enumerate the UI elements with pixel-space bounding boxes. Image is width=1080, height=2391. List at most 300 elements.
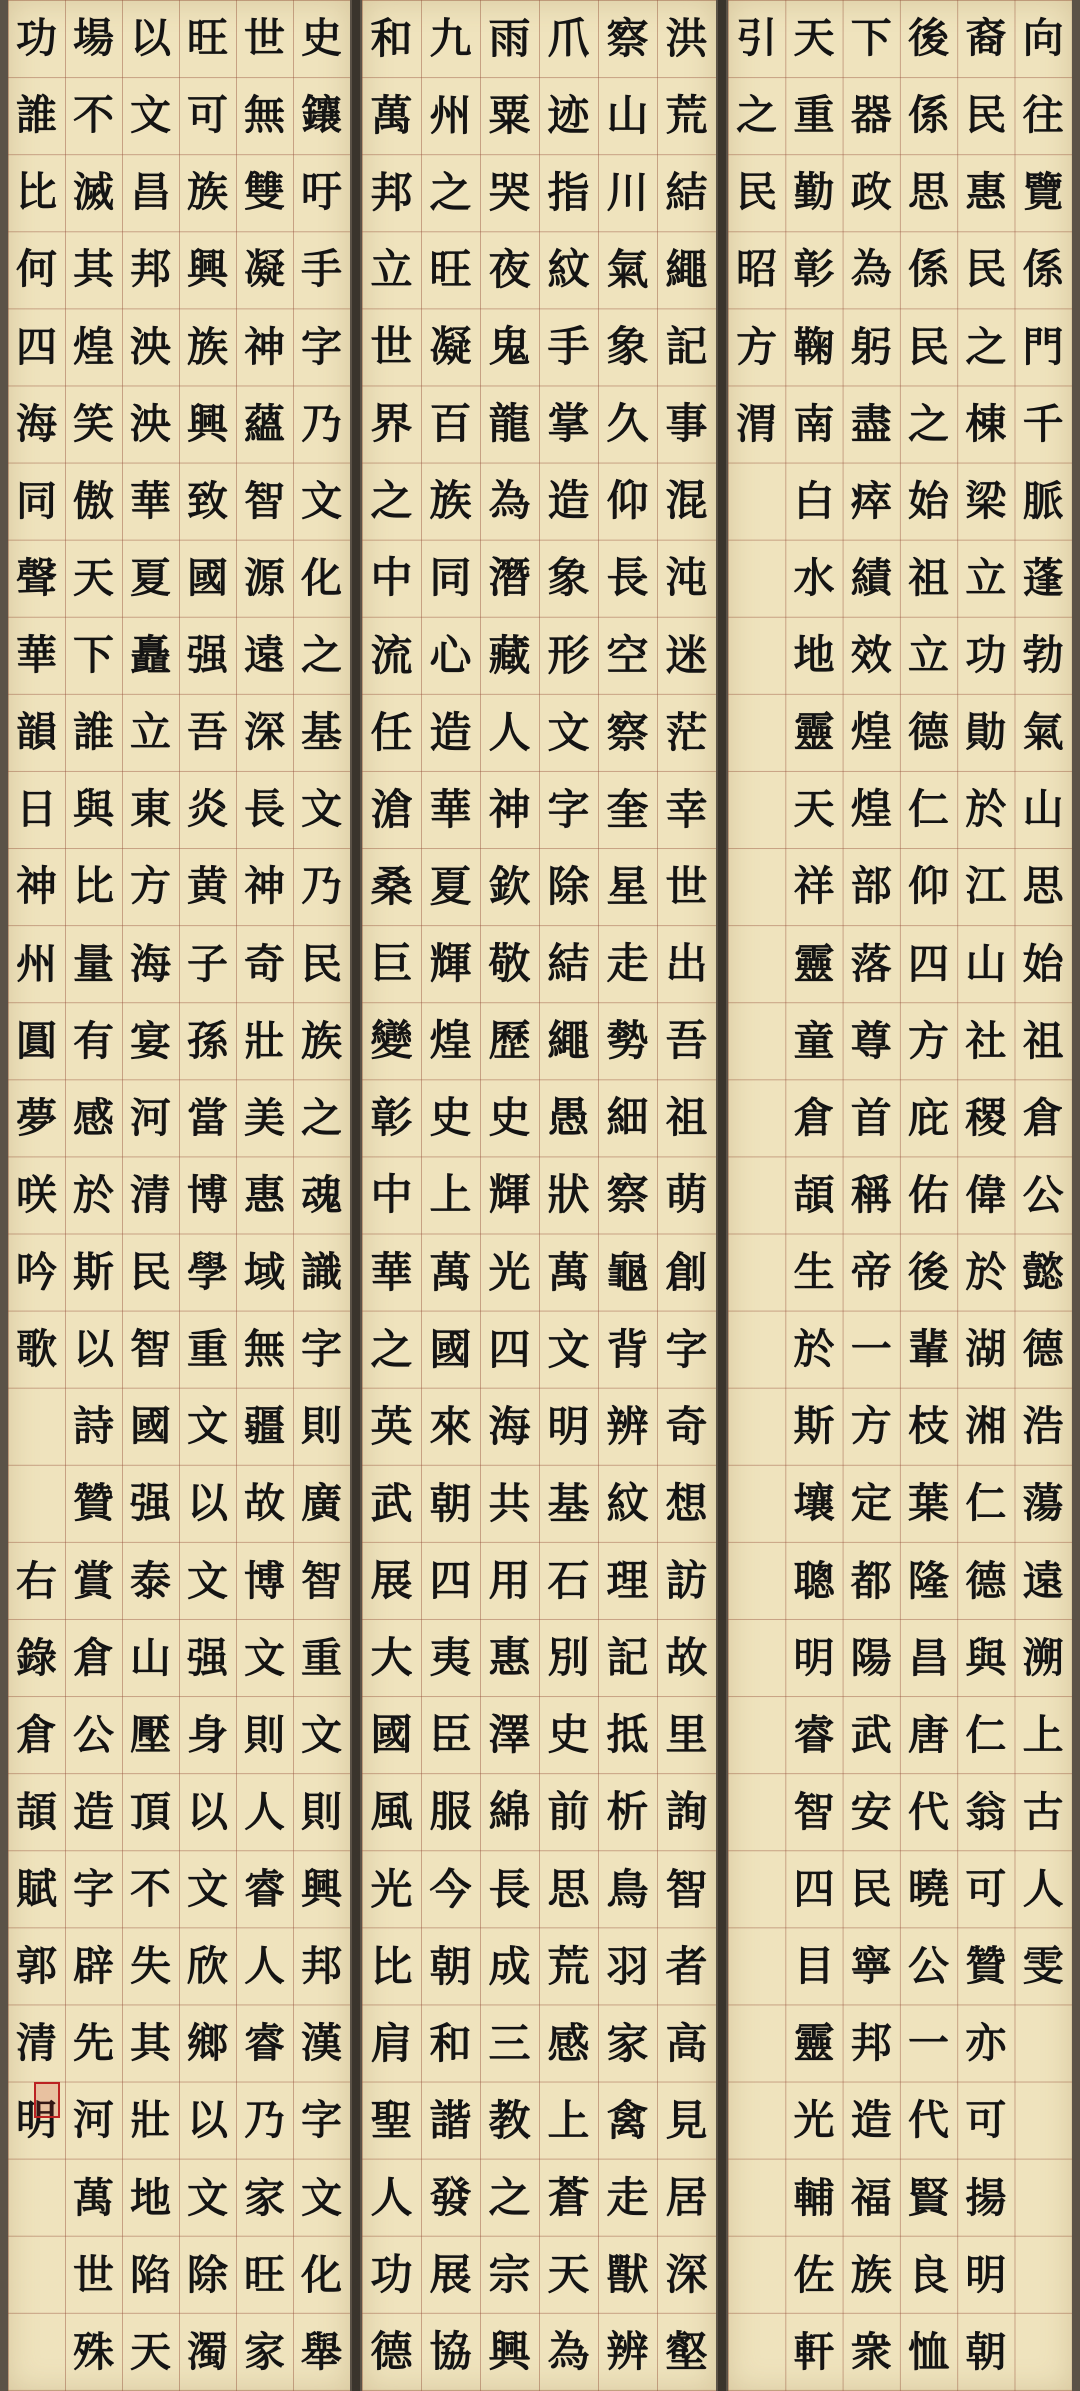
calligraphy-character: 輝 — [488, 1170, 531, 1220]
calligraphy-character — [1015, 2082, 1072, 2159]
calligraphy-character: 理 — [606, 1556, 649, 1606]
calligraphy-character: 郭 — [16, 1942, 57, 1991]
calligraphy-character: 萬 — [370, 90, 413, 140]
calligraphy-character: 彰 — [793, 245, 835, 294]
text-column — [1015, 0, 1072, 2391]
calligraphy-character: 失 — [130, 1942, 171, 1991]
calligraphy-character: 煌 — [850, 785, 892, 834]
calligraphy-character: 斯 — [793, 1402, 835, 1451]
calligraphy-character: 咲 — [16, 1170, 57, 1219]
calligraphy-character: 睿 — [244, 2019, 285, 2068]
text-column — [293, 0, 350, 2391]
calligraphy-character: 旺 — [244, 2250, 285, 2299]
calligraphy-character: 人 — [244, 1787, 285, 1836]
text-column — [957, 0, 1014, 2391]
calligraphy-character: 炎 — [187, 785, 228, 834]
calligraphy-character: 萬 — [73, 2173, 114, 2222]
calligraphy-character: 惠 — [488, 1633, 531, 1683]
calligraphy-character: 旺 — [187, 14, 228, 63]
calligraphy-character: 世 — [370, 322, 413, 372]
calligraphy-character: 天 — [130, 2327, 171, 2376]
text-column — [900, 0, 957, 2391]
calligraphy-character: 渭 — [736, 399, 778, 448]
calligraphy-character: 上 — [429, 1170, 472, 1220]
calligraphy-character: 輔 — [793, 2173, 835, 2222]
calligraphy-character: 隆 — [908, 1556, 950, 1605]
calligraphy-character: 清 — [130, 1170, 171, 1219]
calligraphy-character: 雨 — [488, 13, 531, 63]
calligraphy-character: 浩 — [1022, 1402, 1064, 1451]
calligraphy-character: 宴 — [130, 1016, 171, 1065]
calligraphy-character: 之 — [908, 399, 950, 448]
calligraphy-character: 高 — [665, 2018, 708, 2068]
calligraphy-character: 之 — [370, 476, 413, 526]
calligraphy-character: 哭 — [488, 167, 531, 217]
calligraphy-character: 思 — [547, 1864, 590, 1914]
calligraphy-character: 光 — [488, 1247, 531, 1297]
calligraphy-character: 抵 — [606, 1710, 649, 1760]
calligraphy-character: 民 — [965, 91, 1007, 140]
calligraphy-character: 天 — [793, 785, 835, 834]
calligraphy-character: 遠 — [1022, 1556, 1064, 1605]
calligraphy-character: 教 — [488, 2095, 531, 2145]
calligraphy-character: 聲 — [16, 553, 57, 602]
calligraphy-character: 文 — [187, 1556, 228, 1605]
calligraphy-character: 為 — [488, 476, 531, 526]
calligraphy-character: 於 — [73, 1170, 114, 1219]
calligraphy-character: 吁 — [301, 168, 342, 217]
calligraphy-character: 氣 — [606, 244, 649, 294]
calligraphy-character: 久 — [606, 399, 649, 449]
calligraphy-character: 肩 — [370, 2018, 413, 2068]
calligraphy-character: 和 — [429, 2018, 472, 2068]
calligraphy-character: 棟 — [965, 399, 1007, 448]
calligraphy-character: 比 — [370, 1941, 413, 1991]
calligraphy-character: 軒 — [793, 2327, 835, 2376]
calligraphy-character: 禽 — [606, 2095, 649, 2145]
text-column — [362, 0, 421, 2391]
calligraphy-character: 海 — [488, 1401, 531, 1451]
calligraphy-character: 博 — [187, 1170, 228, 1219]
calligraphy-character: 德 — [1022, 1325, 1064, 1374]
calligraphy-character: 立 — [965, 553, 1007, 602]
calligraphy-character: 梁 — [965, 476, 1007, 525]
calligraphy-character: 江 — [965, 862, 1007, 911]
calligraphy-character: 混 — [665, 476, 708, 526]
calligraphy-character: 之 — [736, 91, 778, 140]
calligraphy-character: 文 — [547, 1324, 590, 1374]
calligraphy-character: 明 — [547, 1401, 590, 1451]
calligraphy-character: 族 — [850, 2250, 892, 2299]
calligraphy-character: 辨 — [606, 1401, 649, 1451]
calligraphy-character: 於 — [965, 1248, 1007, 1297]
calligraphy-character: 日 — [16, 785, 57, 834]
calligraphy-character: 幸 — [665, 784, 708, 834]
calligraphy-character: 門 — [1022, 322, 1064, 371]
calligraphy-character: 代 — [908, 1787, 950, 1836]
calligraphy-character: 仁 — [965, 1710, 1007, 1759]
calligraphy-character: 德 — [965, 1556, 1007, 1605]
calligraphy-character: 强 — [130, 1479, 171, 1528]
calligraphy-character: 地 — [130, 2173, 171, 2222]
calligraphy-character: 朝 — [429, 1478, 472, 1528]
calligraphy-character: 童 — [793, 1016, 835, 1065]
calligraphy-character: 斯 — [73, 1248, 114, 1297]
calligraphy-character: 界 — [370, 399, 413, 449]
calligraphy-character: 英 — [370, 1401, 413, 1451]
calligraphy-character: 今 — [429, 1864, 472, 1914]
calligraphy-character: 泱 — [130, 322, 171, 371]
calligraphy-character: 狀 — [547, 1170, 590, 1220]
calligraphy-character: 無 — [244, 91, 285, 140]
calligraphy-character: 魂 — [301, 1170, 342, 1219]
calligraphy-character: 源 — [244, 553, 285, 602]
calligraphy-character: 倉 — [1022, 1093, 1064, 1142]
calligraphy-character: 茫 — [665, 707, 708, 757]
calligraphy-character: 濁 — [187, 2327, 228, 2376]
calligraphy-character: 民 — [301, 939, 342, 988]
calligraphy-character: 興 — [488, 2327, 531, 2377]
calligraphy-character: 變 — [370, 1016, 413, 1066]
calligraphy-character: 長 — [488, 1864, 531, 1914]
calligraphy-character: 四 — [429, 1556, 472, 1606]
calligraphy-character: 手 — [301, 245, 342, 294]
calligraphy-character — [8, 1388, 65, 1465]
calligraphy-character: 輩 — [908, 1325, 950, 1374]
calligraphy-character: 以 — [187, 1787, 228, 1836]
calligraphy-character: 上 — [1022, 1710, 1064, 1759]
calligraphy-character: 下 — [850, 14, 892, 63]
calligraphy-character: 字 — [547, 784, 590, 834]
calligraphy-character: 後 — [908, 14, 950, 63]
calligraphy-character: 重 — [187, 1325, 228, 1374]
calligraphy-character: 字 — [301, 322, 342, 371]
calligraphy-character: 部 — [850, 862, 892, 911]
calligraphy-character: 壤 — [793, 1479, 835, 1528]
calligraphy-character: 吟 — [16, 1248, 57, 1297]
calligraphy-character: 係 — [908, 91, 950, 140]
calligraphy-character: 重 — [793, 91, 835, 140]
calligraphy-character: 陽 — [850, 1633, 892, 1682]
calligraphy-character: 造 — [547, 476, 590, 526]
calligraphy-character: 仰 — [606, 476, 649, 526]
calligraphy-character: 九 — [429, 13, 472, 63]
calligraphy-character: 文 — [547, 707, 590, 757]
calligraphy-character: 國 — [429, 1324, 472, 1374]
calligraphy-character: 錄 — [16, 1633, 57, 1682]
calligraphy-character: 美 — [244, 1093, 285, 1142]
calligraphy-character: 帝 — [850, 1248, 892, 1297]
scroll-panel-middle — [362, 0, 716, 2391]
calligraphy-character: 黄 — [187, 862, 228, 911]
calligraphy-character: 吾 — [665, 1016, 708, 1066]
calligraphy-character: 析 — [606, 1787, 649, 1837]
calligraphy-character: 祖 — [1022, 1016, 1064, 1065]
calligraphy-character: 方 — [736, 322, 778, 371]
calligraphy-character: 先 — [73, 2019, 114, 2068]
calligraphy-character: 歷 — [488, 1016, 531, 1066]
calligraphy-character: 地 — [793, 631, 835, 680]
calligraphy-character: 遠 — [244, 631, 285, 680]
calligraphy-character: 用 — [488, 1556, 531, 1606]
calligraphy-character: 紋 — [547, 244, 590, 294]
calligraphy-character — [8, 1465, 65, 1542]
calligraphy-character: 功 — [16, 14, 57, 63]
calligraphy-character: 德 — [370, 2327, 413, 2377]
calligraphy-character: 鄉 — [187, 2019, 228, 2068]
calligraphy-character: 洪 — [665, 13, 708, 63]
calligraphy-character: 則 — [244, 1710, 285, 1759]
calligraphy-character: 家 — [244, 2327, 285, 2376]
calligraphy-character: 綿 — [488, 1787, 531, 1837]
scroll-divider — [718, 0, 726, 2391]
calligraphy-character: 出 — [665, 939, 708, 989]
text-column — [421, 0, 480, 2391]
calligraphy-character — [1015, 2005, 1072, 2082]
calligraphy-character: 四 — [793, 1865, 835, 1914]
calligraphy-character: 枝 — [908, 1402, 950, 1451]
calligraphy-character: 河 — [130, 1093, 171, 1142]
calligraphy-character: 都 — [850, 1556, 892, 1605]
calligraphy-character: 人 — [1022, 1865, 1064, 1914]
calligraphy-character: 方 — [850, 1402, 892, 1451]
calligraphy-character: 山 — [965, 939, 1007, 988]
calligraphy-character: 造 — [850, 2096, 892, 2145]
calligraphy-character: 唐 — [908, 1710, 950, 1759]
calligraphy-character: 記 — [606, 1633, 649, 1683]
calligraphy-character: 記 — [665, 322, 708, 372]
calligraphy-character: 其 — [130, 2019, 171, 2068]
calligraphy-character: 子 — [187, 939, 228, 988]
calligraphy-character: 立 — [130, 708, 171, 757]
calligraphy-character: 詩 — [73, 1402, 114, 1451]
calligraphy-character: 智 — [301, 1556, 342, 1605]
calligraphy-character — [8, 2160, 65, 2237]
calligraphy-character: 夏 — [130, 553, 171, 602]
calligraphy-character: 之 — [370, 1324, 413, 1374]
calligraphy-character: 稱 — [850, 1170, 892, 1219]
calligraphy-character: 字 — [301, 2096, 342, 2145]
calligraphy-character: 為 — [547, 2327, 590, 2377]
calligraphy-character: 覽 — [1022, 168, 1064, 217]
calligraphy-character: 脈 — [1022, 476, 1064, 525]
calligraphy-character: 深 — [665, 2250, 708, 2300]
calligraphy-character: 神 — [488, 784, 531, 834]
calligraphy-character: 訪 — [665, 1556, 708, 1606]
calligraphy-character: 世 — [244, 14, 285, 63]
calligraphy-character: 民 — [965, 245, 1007, 294]
calligraphy-character: 德 — [908, 708, 950, 757]
calligraphy-character: 往 — [1022, 91, 1064, 140]
calligraphy-character: 韻 — [16, 708, 57, 757]
calligraphy-character: 巨 — [370, 939, 413, 989]
calligraphy-character: 空 — [606, 630, 649, 680]
calligraphy-character: 則 — [301, 1787, 342, 1836]
calligraphy-character: 立 — [370, 244, 413, 294]
calligraphy-character: 之 — [488, 2173, 531, 2223]
calligraphy-character: 華 — [130, 476, 171, 525]
calligraphy-character: 繩 — [665, 244, 708, 294]
calligraphy-character: 長 — [244, 785, 285, 834]
calligraphy-character: 衆 — [850, 2327, 892, 2376]
calligraphy-character: 定 — [850, 1479, 892, 1528]
calligraphy-character: 鬼 — [488, 322, 531, 372]
calligraphy-character: 居 — [665, 2173, 708, 2223]
calligraphy-character: 湖 — [965, 1325, 1007, 1374]
calligraphy-character: 四 — [488, 1324, 531, 1374]
calligraphy-character: 繩 — [547, 1016, 590, 1066]
calligraphy-character — [1015, 2160, 1072, 2237]
text-column — [122, 0, 179, 2391]
calligraphy-character: 世 — [73, 2250, 114, 2299]
calligraphy-character: 興 — [187, 245, 228, 294]
calligraphy-character: 公 — [1022, 1170, 1064, 1219]
calligraphy-character: 走 — [606, 2173, 649, 2223]
calligraphy-character: 家 — [244, 2173, 285, 2222]
calligraphy-character: 溯 — [1022, 1633, 1064, 1682]
calligraphy-character: 贊 — [965, 1942, 1007, 1991]
calligraphy-character: 協 — [429, 2327, 472, 2377]
calligraphy-character: 敬 — [488, 939, 531, 989]
calligraphy-character: 展 — [429, 2250, 472, 2300]
calligraphy-character: 服 — [429, 1787, 472, 1837]
calligraphy-character: 以 — [187, 1479, 228, 1528]
calligraphy-character: 國 — [187, 553, 228, 602]
calligraphy-character: 族 — [429, 476, 472, 526]
calligraphy-character: 蓬 — [1022, 553, 1064, 602]
calligraphy-character: 風 — [370, 1787, 413, 1837]
calligraphy-character: 天 — [547, 2250, 590, 2300]
calligraphy-character: 四 — [908, 939, 950, 988]
calligraphy-character: 方 — [130, 862, 171, 911]
calligraphy-character: 與 — [73, 785, 114, 834]
calligraphy-character: 基 — [301, 708, 342, 757]
calligraphy-character: 稷 — [965, 1093, 1007, 1142]
calligraphy-character: 世 — [665, 861, 708, 911]
text-column — [657, 0, 716, 2391]
calligraphy-character: 大 — [370, 1633, 413, 1683]
calligraphy-character: 東 — [130, 785, 171, 834]
calligraphy-character: 故 — [665, 1633, 708, 1683]
calligraphy-character: 首 — [850, 1093, 892, 1142]
calligraphy-character: 疆 — [244, 1402, 285, 1451]
calligraphy-character: 化 — [301, 553, 342, 602]
calligraphy-character: 盡 — [850, 399, 892, 448]
calligraphy-character: 勛 — [965, 708, 1007, 757]
calligraphy-character: 長 — [606, 553, 649, 603]
calligraphy-character: 文 — [301, 476, 342, 525]
calligraphy-character: 瘁 — [850, 476, 892, 525]
calligraphy-character: 則 — [301, 1402, 342, 1451]
calligraphy-character: 造 — [429, 707, 472, 757]
calligraphy-character: 迷 — [665, 630, 708, 680]
calligraphy-character: 歌 — [16, 1325, 57, 1374]
calligraphy-character: 廣 — [301, 1479, 342, 1528]
calligraphy-character: 勃 — [1022, 631, 1064, 680]
calligraphy-character: 川 — [606, 167, 649, 217]
calligraphy-character: 基 — [547, 1478, 590, 1528]
calligraphy-character: 恤 — [908, 2327, 950, 2376]
calligraphy-character: 壯 — [130, 2096, 171, 2145]
calligraphy-character: 靈 — [793, 2019, 835, 2068]
calligraphy-character: 人 — [244, 1942, 285, 1991]
calligraphy-character: 昭 — [736, 245, 778, 294]
calligraphy-character: 古 — [1022, 1787, 1064, 1836]
text-column — [843, 0, 900, 2391]
calligraphy-character: 乃 — [244, 2096, 285, 2145]
calligraphy-character: 奇 — [244, 939, 285, 988]
calligraphy-character: 彰 — [370, 1093, 413, 1143]
calligraphy-character: 走 — [606, 939, 649, 989]
calligraphy-character: 國 — [370, 1710, 413, 1760]
text-column — [785, 0, 842, 2391]
calligraphy-character: 故 — [244, 1479, 285, 1528]
calligraphy-character: 獸 — [606, 2250, 649, 2300]
calligraphy-character: 字 — [73, 1865, 114, 1914]
calligraphy-character: 星 — [606, 861, 649, 911]
calligraphy-character: 湘 — [965, 1402, 1007, 1451]
calligraphy-character: 識 — [301, 1248, 342, 1297]
calligraphy-character: 天 — [73, 553, 114, 602]
calligraphy-character: 功 — [370, 2250, 413, 2300]
calligraphy-character: 學 — [187, 1248, 228, 1297]
calligraphy-character: 心 — [429, 630, 472, 680]
calligraphy-character: 係 — [1022, 245, 1064, 294]
calligraphy-character: 之 — [301, 631, 342, 680]
calligraphy-character: 結 — [665, 167, 708, 217]
calligraphy-character: 社 — [965, 1016, 1007, 1065]
calligraphy-character: 創 — [665, 1247, 708, 1297]
calligraphy-character: 族 — [187, 322, 228, 371]
calligraphy-character: 可 — [187, 91, 228, 140]
calligraphy-character: 興 — [187, 399, 228, 448]
calligraphy-character: 尊 — [850, 1016, 892, 1065]
calligraphy-character: 懿 — [1022, 1248, 1064, 1297]
calligraphy-character: 中 — [370, 553, 413, 603]
calligraphy-character: 思 — [908, 168, 950, 217]
text-column — [480, 0, 539, 2391]
calligraphy-character — [8, 2237, 65, 2314]
calligraphy-character: 壓 — [130, 1710, 171, 1759]
calligraphy-character: 陷 — [130, 2250, 171, 2299]
calligraphy-character: 落 — [850, 939, 892, 988]
calligraphy-character: 背 — [606, 1324, 649, 1374]
calligraphy-character: 凝 — [244, 245, 285, 294]
calligraphy-character: 舉 — [301, 2327, 342, 2376]
calligraphy-character: 萬 — [547, 1247, 590, 1297]
calligraphy-character: 感 — [73, 1093, 114, 1142]
calligraphy-character: 場 — [73, 14, 114, 63]
calligraphy-character: 福 — [850, 2173, 892, 2222]
calligraphy-character: 吾 — [187, 708, 228, 757]
calligraphy-character: 清 — [16, 2019, 57, 2068]
calligraphy-character: 形 — [547, 630, 590, 680]
calligraphy-character: 州 — [429, 90, 472, 140]
calligraphy-character: 佑 — [908, 1170, 950, 1219]
calligraphy-character: 藏 — [488, 630, 531, 680]
calligraphy-character: 誰 — [16, 91, 57, 140]
calligraphy-character: 諧 — [429, 2095, 472, 2145]
calligraphy-character: 壯 — [244, 1016, 285, 1065]
calligraphy-character: 者 — [665, 1941, 708, 1991]
calligraphy-character: 邦 — [301, 1942, 342, 1991]
calligraphy-character: 造 — [73, 1787, 114, 1836]
calligraphy-character: 方 — [908, 1016, 950, 1065]
calligraphy-character: 目 — [793, 1942, 835, 1991]
calligraphy-character: 一 — [908, 2019, 950, 2068]
calligraphy-character: 潛 — [488, 553, 531, 603]
calligraphy-character: 一 — [850, 1325, 892, 1374]
